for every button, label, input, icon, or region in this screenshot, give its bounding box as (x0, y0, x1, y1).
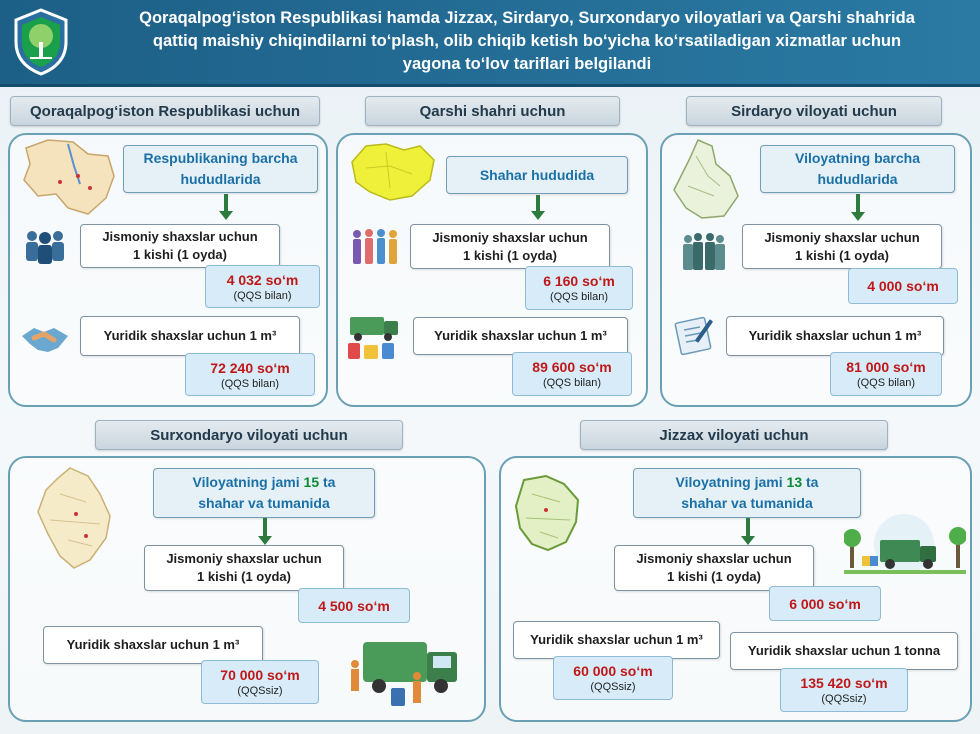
legal-box-jizzax: Yuridik shaxslar uchun 1 m³ (513, 621, 720, 659)
title-line-3: yagona to‘lov tariflari belgilandi (402, 55, 652, 73)
scope-box-surxondaryo: Viloyatning jami 15 ta shahar va tumanida (153, 468, 375, 518)
legal-box-surxondaryo: Yuridik shaxslar uchun 1 m³ (43, 626, 263, 664)
tab-surxondaryo: Surxondaryo viloyati uchun (95, 420, 403, 450)
legal-tonna-price-jizzax: 135 420 so‘m (QQSsiz) (780, 668, 908, 712)
people-group-icon (22, 227, 68, 265)
tab-jizzax: Jizzax viloyati uchun (580, 420, 888, 450)
arrow-down-icon (853, 194, 863, 221)
qoraqalpogiston-map-icon (18, 136, 118, 218)
eco-truck-trees-icon (844, 512, 966, 578)
scope-box-sirdaryo: Viloyatning barcha hududlarida (760, 145, 955, 193)
legal-price-surxondaryo: 70 000 so‘m (QQSsiz) (201, 660, 319, 704)
arrow-down-icon (743, 518, 753, 545)
legal-price-sirdaryo: 81 000 so‘m (QQS bilan) (830, 352, 942, 396)
tab-qoraqalpogiston: Qoraqalpog‘iston Respublikasi uchun (10, 96, 320, 126)
individuals-price-sirdaryo: 4 000 so‘m (848, 268, 958, 304)
jizzax-map-icon (512, 472, 584, 554)
scope-box-qarshi: Shahar hududida (446, 156, 628, 194)
title-line-1: Qoraqalpog‘iston Respublikasi hamda Jizzax, Sirdaryo, Surxondaryo viloyatlari va Qarshi shahrida (139, 9, 915, 27)
garbage-truck-workers-icon (345, 634, 467, 712)
legal-price-qarshi: 89 600 so‘m (QQS bilan) (512, 352, 632, 396)
scope-box-jizzax: Viloyatning jami 13 ta shahar va tumanida (633, 468, 861, 518)
surxondaryo-map-icon (30, 464, 130, 572)
individuals-box-qarshi: Jismoniy shaxslar uchun 1 kishi (1 oyda) (410, 224, 610, 269)
individuals-price-jizzax: 6 000 so‘m (769, 586, 881, 621)
qarshi-map-icon (346, 138, 438, 204)
tab-qarshi: Qarshi shahri uchun (365, 96, 620, 126)
legal-tonna-box-jizzax: Yuridik shaxslar uchun 1 tonna (730, 632, 958, 670)
page-title (82, 7, 972, 76)
individuals-box-surxondaryo: Jismoniy shaxslar uchun 1 kishi (1 oyda) (144, 545, 344, 591)
individuals-price-qoraqalpogiston: 4 032 so‘m (QQS bilan) (205, 265, 320, 308)
legal-price-jizzax: 60 000 so‘m (QQSsiz) (553, 656, 673, 700)
individuals-box-jizzax: Jismoniy shaxslar uchun 1 kishi (1 oyda) (614, 545, 814, 591)
scope-box-qoraqalpogiston: Respublikaning barcha hududlarida (123, 145, 318, 193)
individuals-price-surxondaryo: 4 500 so‘m (298, 588, 410, 623)
garbage-truck-bins-icon (344, 313, 402, 361)
tab-sirdaryo: Sirdaryo viloyati uchun (686, 96, 942, 126)
individuals-box-qoraqalpogiston: Jismoniy shaxslar uchun 1 kishi (1 oyda) (80, 224, 280, 268)
shield-tree-logo-icon (12, 8, 70, 76)
people-crowd-icon (350, 226, 400, 268)
handshake-icon (20, 318, 70, 356)
arrow-down-icon (260, 518, 270, 545)
signing-document-icon (668, 314, 720, 356)
legal-box-sirdaryo: Yuridik shaxslar uchun 1 m³ (726, 316, 944, 356)
sirdaryo-map-icon (668, 136, 744, 222)
legal-box-qarshi: Yuridik shaxslar uchun 1 m³ (413, 317, 628, 355)
legal-price-qoraqalpogiston: 72 240 so‘m (QQS bilan) (185, 353, 315, 396)
people-group-icon (680, 230, 728, 274)
legal-box-qoraqalpogiston: Yuridik shaxslar uchun 1 m³ (80, 316, 300, 356)
individuals-price-qarshi: 6 160 so‘m (QQS bilan) (525, 266, 633, 310)
arrow-down-icon (533, 195, 543, 220)
title-line-2: qattiq maishiy chiqindilarni to‘plash, olib chiqib ketish bo‘yicha ko‘rsatiladigan xizmatlar uchun (152, 32, 902, 50)
arrow-down-icon (221, 194, 231, 220)
header-banner (0, 0, 980, 87)
individuals-box-sirdaryo: Jismoniy shaxslar uchun 1 kishi (1 oyda) (742, 224, 942, 269)
